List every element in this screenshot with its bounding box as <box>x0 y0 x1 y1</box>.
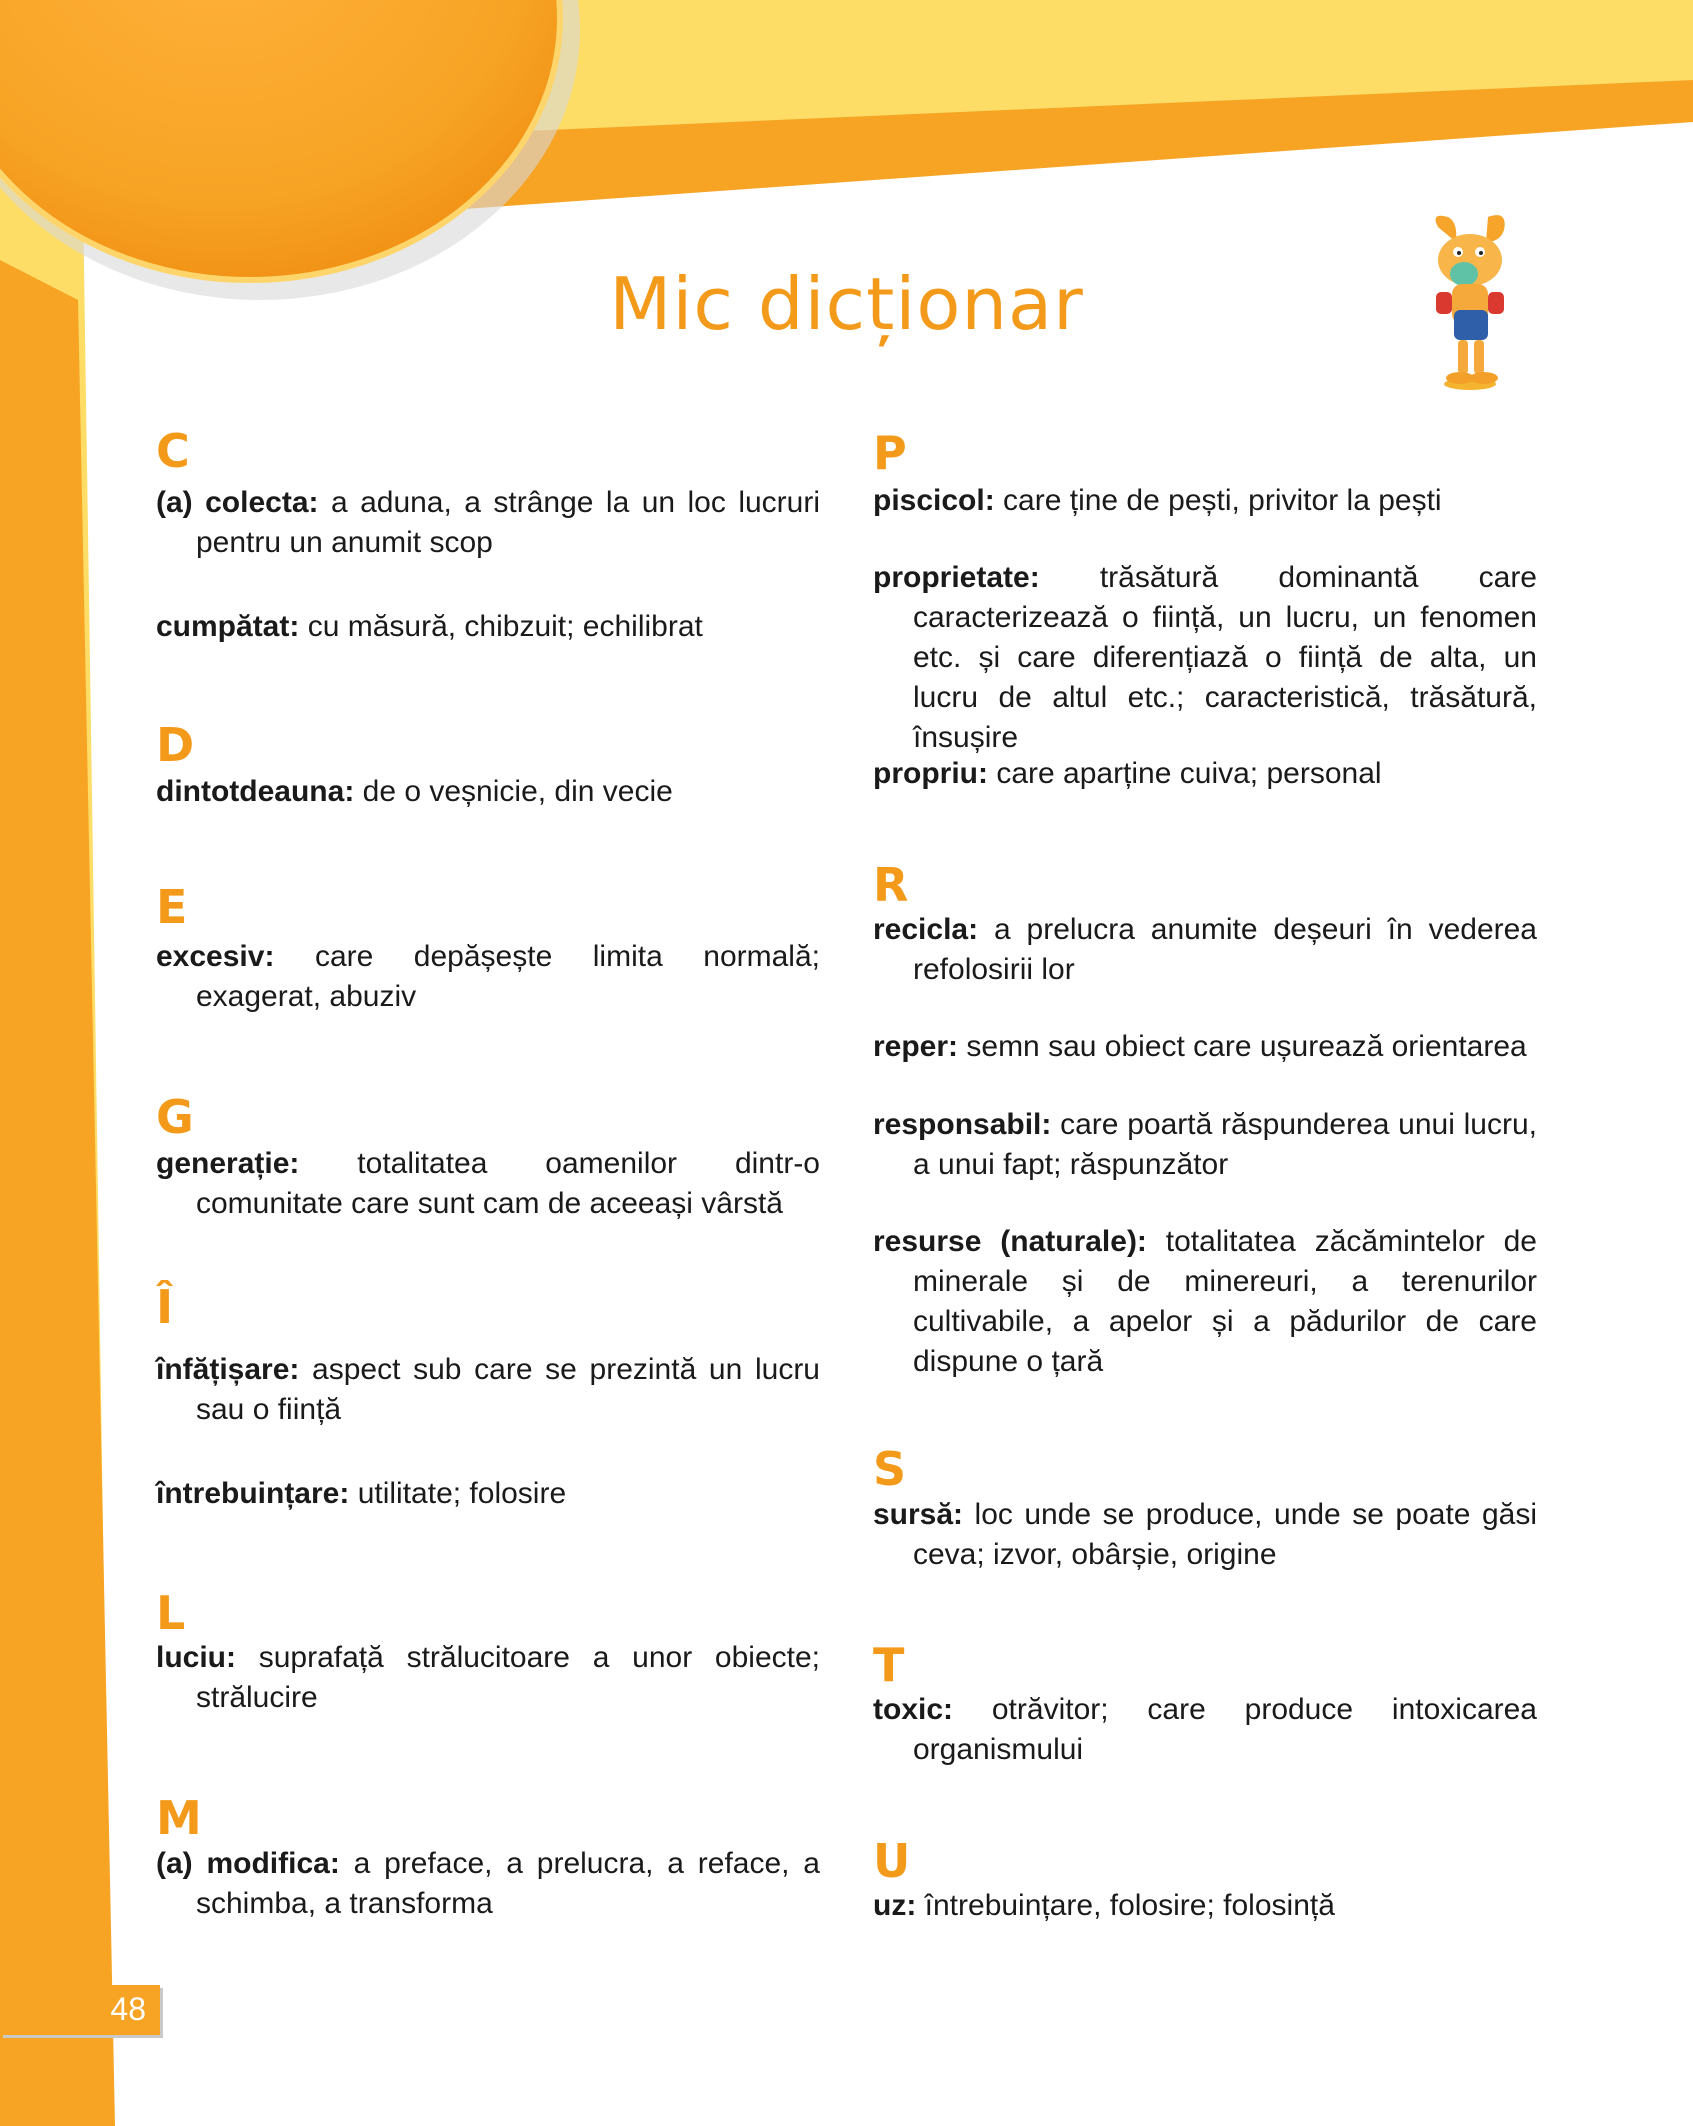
section-letter: T <box>873 1638 905 1692</box>
dictionary-entry <box>873 1495 1537 1575</box>
entry-definition: otrăvitor; care produce intoxicarea organismului <box>913 1693 1537 1766</box>
dictionary-entry <box>873 481 1537 521</box>
page-number-tab <box>0 1985 160 2035</box>
section-letter: D <box>156 718 195 772</box>
entry-term: sursă: <box>873 1498 964 1531</box>
entry-definition: care aparține cuiva; personal <box>987 757 1382 790</box>
entry-definition: a aduna, a strânge la un loc lucruri pentru un anumit scop <box>196 486 820 559</box>
bunny-mascot-illustration <box>1408 212 1528 392</box>
section-letter: C <box>156 424 190 478</box>
dictionary-entry <box>156 937 820 1017</box>
entry-definition: utilitate; folosire <box>349 1477 567 1510</box>
dictionary-entry <box>156 1844 820 1924</box>
dictionary-entry <box>156 607 820 647</box>
entry-definition: aspect sub care se prezintă un lucru sau o ființă <box>196 1353 820 1426</box>
section-letter: P <box>873 426 907 480</box>
entry-definition: a prelucra anumite deșeuri în vederea refolosirii lor <box>913 913 1537 986</box>
entry-term: excesiv: <box>156 940 275 973</box>
section-letter: S <box>873 1442 907 1496</box>
entry-definition: a preface, a prelucra, a reface, a schimba, a transforma <box>196 1847 820 1920</box>
dictionary-entry <box>156 1144 820 1224</box>
entry-definition: care depășește limita normală; exagerat, abuziv <box>196 940 820 1013</box>
section-letter: R <box>873 858 909 912</box>
section-letter: E <box>156 880 188 934</box>
entry-definition: întrebuințare, folosire; folosință <box>916 1889 1335 1922</box>
entry-term: recicla: <box>873 913 979 946</box>
dictionary-entry <box>873 1105 1537 1185</box>
dictionary-entry <box>873 558 1537 758</box>
entry-term: luciu: <box>156 1641 236 1674</box>
section-letter: G <box>156 1090 194 1144</box>
entry-term: (a) modifica: <box>156 1847 340 1880</box>
entry-definition: care poartă răspunderea unui lucru, a unui fapt; răspunzător <box>913 1108 1537 1181</box>
section-letter: Î <box>156 1280 174 1334</box>
entry-term: resurse (naturale): <box>873 1225 1147 1258</box>
entry-definition: trăsătură dominantă care caracterizează o ființă, un lucru, un fenomen etc. și care diferențiază o ființă de alta, un lucru de altul etc.; caracteristică, trăsătură, însușire <box>913 561 1537 754</box>
entry-term: toxic: <box>873 1693 954 1726</box>
dictionary-entry <box>873 1886 1537 1926</box>
page-number: 48 <box>110 1991 146 2027</box>
entry-definition: loc unde se produce, unde se poate găsi ceva; izvor, obârșie, origine <box>913 1498 1537 1571</box>
entry-definition: care ține de pești, privitor la pești <box>994 484 1442 517</box>
entry-definition: totalitatea oamenilor dintr-o comunitate care sunt cam de aceeași vârstă <box>196 1147 820 1220</box>
dictionary-entry <box>873 754 1537 794</box>
entry-term: (a) colecta: <box>156 486 319 519</box>
dictionary-entry <box>873 1027 1537 1067</box>
page-title: Mic dicționar <box>609 262 1084 346</box>
section-letter: U <box>873 1834 911 1888</box>
section-letter: M <box>156 1791 202 1845</box>
entry-term: înfățișare: <box>156 1353 300 1386</box>
dictionary-entry <box>156 1638 820 1718</box>
entry-term: responsabil: <box>873 1108 1052 1141</box>
entry-term: uz: <box>873 1889 917 1922</box>
entry-term: întrebuințare: <box>156 1477 350 1510</box>
dictionary-entry <box>873 1690 1537 1770</box>
dictionary-entry <box>873 1222 1537 1382</box>
dictionary-entry <box>156 1350 820 1430</box>
section-letter: L <box>156 1586 186 1640</box>
entry-definition: suprafață strălucitoare a unor obiecte; strălucire <box>196 1641 820 1714</box>
entry-definition: totalitatea zăcămintelor de minerale și de minereuri, a terenurilor cultivabile, a apelor și a pădurilor de care dispune o țară <box>913 1225 1537 1378</box>
dictionary-entry <box>156 483 820 563</box>
entry-term: generație: <box>156 1147 300 1180</box>
entry-term: piscicol: <box>873 484 995 517</box>
entry-definition: semn sau obiect care ușurează orientarea <box>958 1030 1527 1063</box>
dictionary-entry <box>873 910 1537 990</box>
dictionary-entry <box>156 772 820 812</box>
entry-definition: de o veșnicie, din vecie <box>354 775 673 808</box>
entry-term: propriu: <box>873 757 988 790</box>
entry-term: dintotdeauna: <box>156 775 355 808</box>
entry-term: cumpătat: <box>156 610 300 643</box>
entry-definition: cu măsură, chibzuit; echilibrat <box>299 610 703 643</box>
entry-term: proprietate: <box>873 561 1040 594</box>
entry-term: reper: <box>873 1030 959 1063</box>
dictionary-entry <box>156 1474 820 1514</box>
